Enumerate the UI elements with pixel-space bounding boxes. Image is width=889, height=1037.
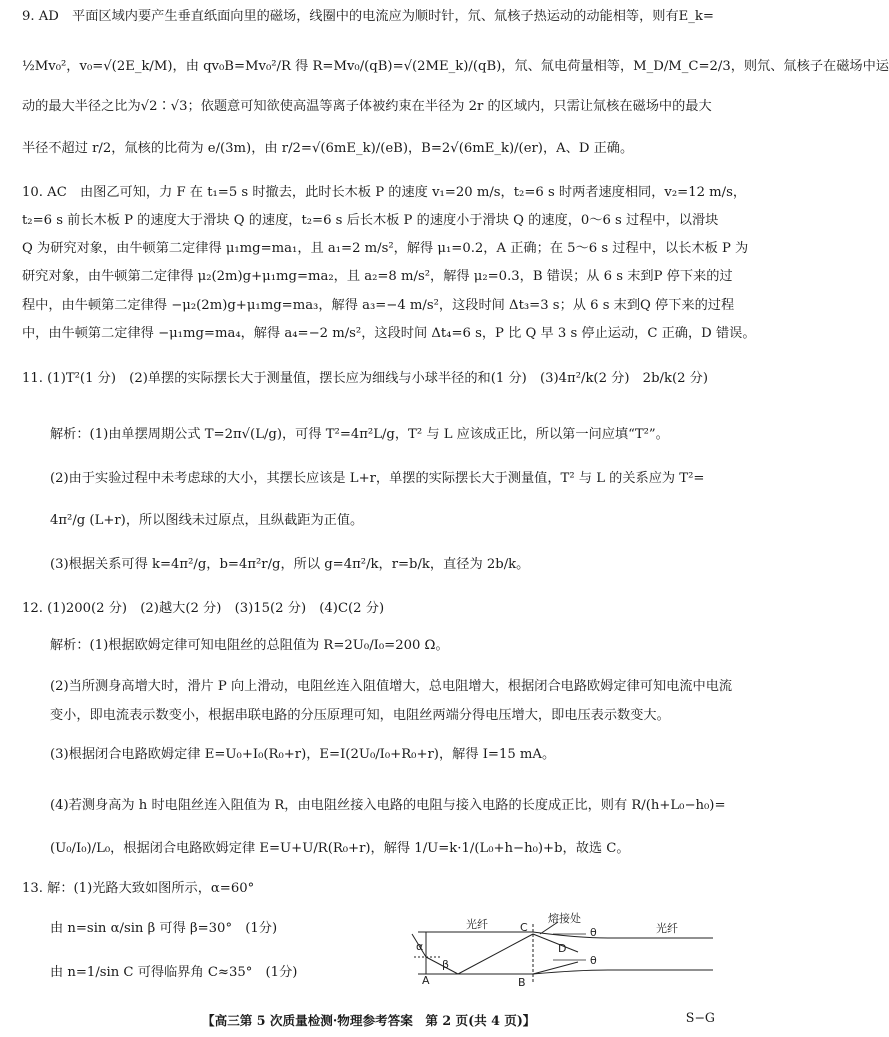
label-alpha: α bbox=[416, 940, 424, 953]
footer-title: 【高三第 5 次质量检测·物理参考答案 第 2 页(共 4 页)】 bbox=[202, 1013, 536, 1028]
q11-analysis-3: 4π²/g (L+r)，所以图线未过原点，且纵截距为正值。 bbox=[50, 513, 364, 528]
q10-line-3: Q 为研究对象，由牛顿第二定律得 μ₁mg=ma₁，且 a₁=2 m/s²，解得 μ₁=0.2，A 正确；在 5～6 s 过程中，以长木板 P 为 bbox=[22, 241, 749, 256]
fiber-right-top-edge bbox=[533, 932, 713, 938]
optical-fiber-diagram bbox=[408, 912, 718, 992]
label-theta-top: θ bbox=[590, 926, 597, 939]
label-point-b: B bbox=[518, 976, 526, 989]
label-theta-bottom: θ bbox=[590, 954, 597, 967]
q10-line-4: 研究对象，由牛顿第二定律得 μ₂(2m)g+μ₁mg=ma₂，且 a₂=8 m/s²，解得 μ₂=0.3，B 错误；从 6 s 末到P 停下来的过 bbox=[22, 269, 733, 284]
q10-line-2: t₂=6 s 前长木板 P 的速度大于滑块 Q 的速度，t₂=6 s 后长木板 P 的速度小于滑块 Q 的速度，0～6 s 过程中，以滑块 bbox=[22, 213, 719, 228]
label-point-c: C bbox=[520, 921, 528, 934]
q10-line-1: 10. AC 由图乙可知，力 F 在 t₁=5 s 时撤去，此时长木板 P 的速度 v₁=20 m/s，t₂=6 s 时两者速度相同，v₂=12 m/s， bbox=[22, 185, 747, 200]
label-beta: β bbox=[442, 958, 450, 971]
q12-analysis-2: (2)当所测身高增大时，滑片 P 向上滑动，电阻丝连入阻值增大，总电阻增大，根据闭合电路欧姆定律可知电流中电流 bbox=[50, 679, 733, 694]
q11-analysis-2: (2)由于实验过程中未考虑球的大小，其摆长应该是 L+r，单摆的实际摆长大于测量值，T² 与 L 的关系应为 T²= bbox=[50, 471, 705, 486]
q13-line-3: 由 n=1/sin C 可得临界角 C≈35° (1分) bbox=[50, 965, 298, 980]
q13-line-2: 由 n=sin α/sin β 可得 β=30° (1分) bbox=[50, 921, 278, 936]
label-weld: 熔接处 bbox=[548, 912, 581, 925]
q9-line-2: ½Mv₀²，v₀=√(2E_k/M)，由 qv₀B=Mv₀²/R 得 R=Mv₀/(qB)=√(2ME_k)/(qB)，氘、氚电荷量相等，M_D/M_C=2/3，则氘、氚核子在磁场中运 bbox=[22, 59, 889, 74]
q9-line-3: 动的最大半径之比为√2∶√3；依题意可知欲使高温等离子体被约束在半径为 2r 的区域内，只需让氚核在磁场中的最大 bbox=[22, 99, 712, 114]
q12-analysis-6: (U₀/I₀)/L₀，根据闭合电路欧姆定律 E=U+U/R(R₀+r)，解得 1/U=k·1/(L₀+h−h₀)+b，故选 C。 bbox=[50, 841, 630, 856]
q12-analysis-4: (3)根据闭合电路欧姆定律 E=U₀+I₀(R₀+r)，E=I(2U₀/I₀+R₀+r)，解得 I=15 mA。 bbox=[50, 747, 556, 762]
fiber-right-bottom-edge bbox=[533, 970, 713, 974]
q11-analysis-4: (3)根据关系可得 k=4π²/g，b=4π²r/g，所以 g=4π²/k，r=b/k，直径为 2b/k。 bbox=[50, 557, 530, 572]
q11-answer: 11. (1)T²(1 分) (2)单摆的实际摆长大于测量值，摆长应为细线与小球半径的和(1 分) (3)4π²/k(2 分) 2b/k(2 分) bbox=[22, 371, 709, 386]
q13-line-1: 13. 解：(1)光路大致如图所示，α=60° bbox=[22, 881, 255, 896]
reflected-ray bbox=[458, 934, 533, 974]
q12-analysis-5: (4)若测身高为 h 时电阻丝连入阻值为 R，由电阻丝接入电路的电阻与接入电路的长度成正比，则有 R/(h+L₀−h₀)= bbox=[50, 798, 726, 813]
label-fiber-right: 光纤 bbox=[656, 922, 678, 935]
q11-analysis-1: 解析：(1)由单摆周期公式 T=2π√(L/g)，可得 T²=4π²L/g，T² 与 L 应该成正比，所以第一问应填“T²”。 bbox=[50, 427, 669, 442]
q12-answer: 12. (1)200(2 分) (2)越大(2 分) (3)15(2 分) (4)C(2 分) bbox=[22, 601, 385, 616]
q10-line-5: 程中，由牛顿第二定律得 −μ₂(2m)g+μ₁mg=ma₃，解得 a₃=−4 m/s²，这段时间 Δt₃=3 s；从 6 s 末到Q 停下来的过程 bbox=[22, 298, 735, 313]
q10-line-6: 中，由牛顿第二定律得 −μ₁mg=ma₄，解得 a₄=−2 m/s²，这段时间 Δt₄=6 s，P 比 Q 早 3 s 停止运动，C 正确，D 错误。 bbox=[22, 326, 756, 341]
footer-code: S−G bbox=[685, 1010, 715, 1025]
label-point-d: D bbox=[558, 942, 567, 955]
label-fiber-left: 光纤 bbox=[466, 918, 488, 931]
label-point-a: A bbox=[422, 974, 430, 987]
q9-line-1: 9. AD 平面区域内要产生垂直纸面向里的磁场，线圈中的电流应为顺时针，氘、氚核子热运动的动能相等，则有E_k= bbox=[22, 9, 714, 24]
q12-analysis-1: 解析：(1)根据欧姆定律可知电阻丝的总阻值为 R=2U₀/I₀=200 Ω。 bbox=[50, 638, 449, 653]
q12-analysis-3: 变小，即电流表示数变小，根据串联电路的分压原理可知，电阻丝两端分得电压增大，即电压表示数变大。 bbox=[50, 708, 670, 723]
q9-line-4: 半径不超过 r/2，氚核的比荷为 e/(3m)，由 r/2=√(6mE_k)/(eB)，B=2√(6mE_k)/(er)，A、D 正确。 bbox=[22, 141, 634, 156]
page-footer bbox=[0, 1010, 739, 1030]
